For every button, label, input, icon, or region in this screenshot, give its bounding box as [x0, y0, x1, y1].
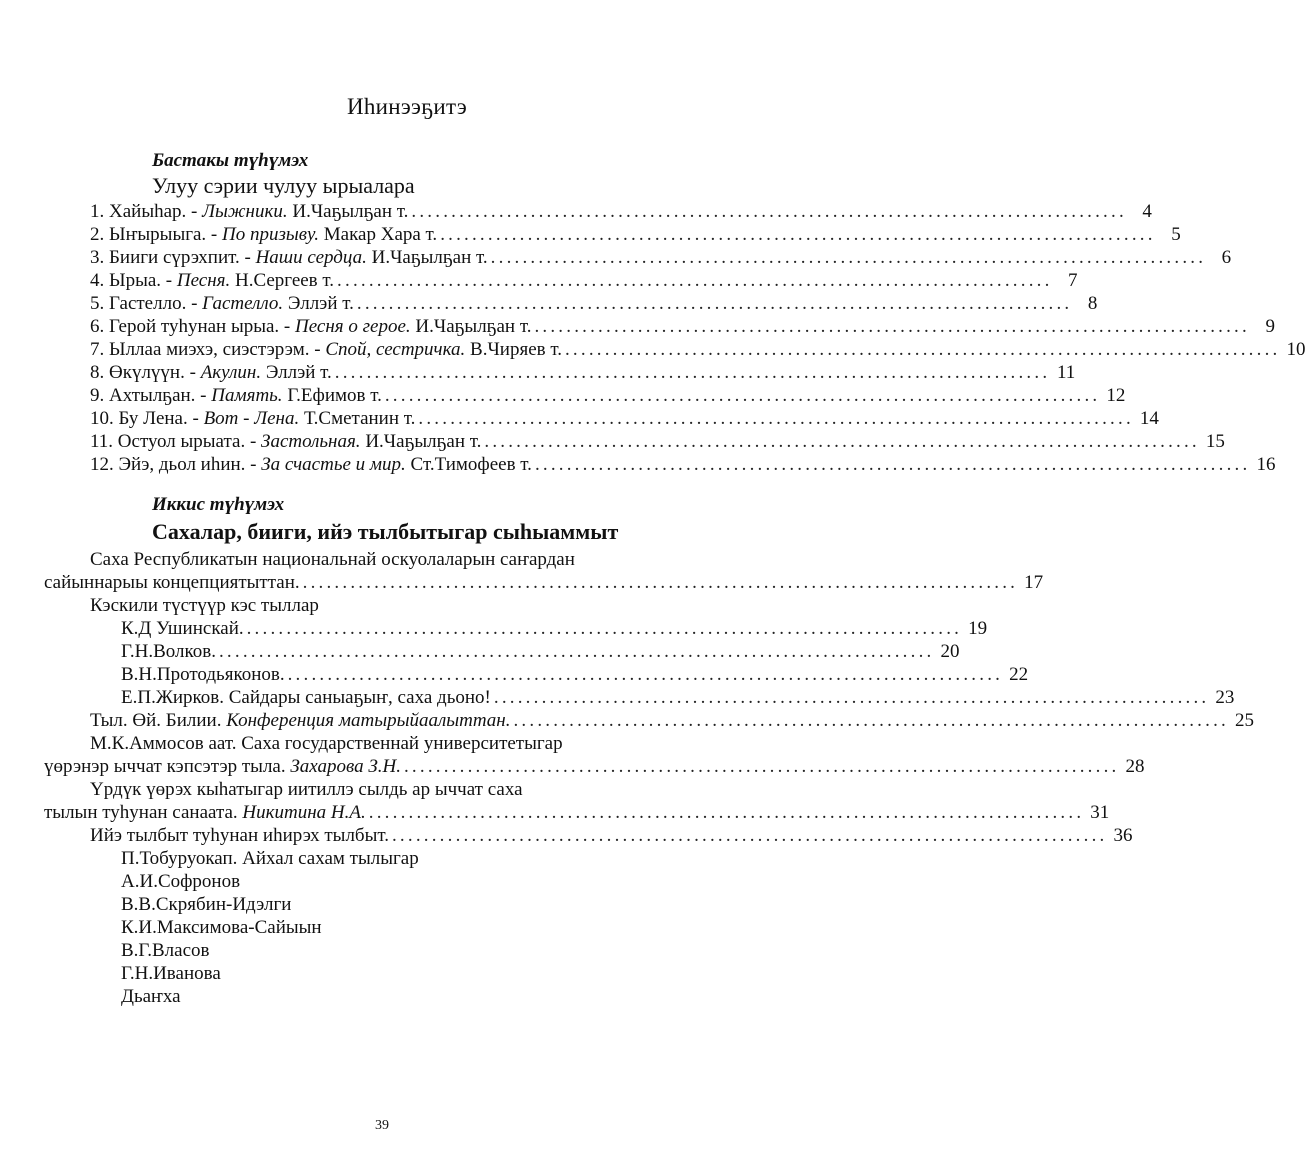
entry-russian-title: Песня о герое.	[295, 316, 411, 337]
entry-author: Эллэй т.	[265, 362, 332, 383]
entry-author: Н.Сергеев т.	[234, 270, 335, 291]
urduk-line1: Үрдүк үөрэх кыһатыгар иитиллэ сылдь ар ыччат саха	[90, 779, 523, 800]
leader-dots: ..........................................................................................	[403, 756, 1120, 777]
leader-dots: ..........................................................................................	[411, 201, 1127, 222]
page-ref: 22	[1009, 664, 1029, 685]
toc-entry-urduk	[44, 801, 1110, 824]
entry-number: 7.	[90, 339, 105, 360]
page-ref: 20	[940, 641, 960, 662]
entry-number: 6.	[90, 316, 105, 337]
leader-dots: ..........................................................................................	[391, 825, 1108, 846]
tyl-italic: Конференция матырыйаалыттан.	[226, 710, 511, 731]
page-ref: 14	[1139, 408, 1159, 429]
toc-entry-tyl	[90, 709, 1254, 732]
page-ref: 16	[1256, 454, 1276, 475]
entry-russian-title: Вот - Лена.	[203, 408, 300, 429]
entry-title: Эйэ, дьол иһин. -	[118, 454, 257, 475]
author-item: В.Г.Власов	[121, 940, 210, 961]
page-ref: 8	[1087, 293, 1098, 314]
entry-author: И.Чаҕылҕан т.	[371, 247, 488, 268]
entry-title: Ыллаа миэхэ, сиэстэрэм. -	[109, 339, 321, 360]
entry-number: 3.	[90, 247, 105, 268]
part2-subtitle: Сахалар, бииги, ийэ тылбытыгар сыһыаммыт	[152, 519, 619, 544]
part1-label: Бастакы түһүмэх	[152, 150, 309, 171]
entry-russian-title: Спой, сестричка.	[325, 339, 466, 360]
entry-russian-title: Акулин.	[200, 362, 262, 383]
entry-author: Макар Хара т.	[323, 224, 438, 245]
leader-dots: ..........................................................................................	[493, 687, 1210, 708]
entry-title: Бу Лена. -	[118, 408, 199, 429]
toc-entry	[121, 617, 988, 640]
entry-title: Е.П.Жирков. Сайдары саныаҕыҥ, саха дьоно!	[121, 687, 491, 708]
toc-entry	[121, 686, 1235, 709]
entry-author: И.Чаҕылҕан т.	[415, 316, 532, 337]
ammosov-line1: М.К.Аммосов аат. Саха государственнай университетыгар	[90, 733, 563, 754]
entry-number: 11.	[90, 431, 114, 452]
leader-dots: ..........................................................................................	[356, 293, 1073, 314]
concept-line2: сайыннарыы концепциятыттан.	[44, 572, 300, 593]
leader-dots: ..........................................................................................	[334, 362, 1051, 383]
toc-entry	[90, 407, 1159, 430]
author-item: Дьаҥха	[121, 986, 181, 1007]
entry-author: И.Чаҕылҕан т.	[365, 431, 482, 452]
leader-dots: ..........................................................................................	[368, 802, 1085, 823]
page-ref: 31	[1090, 802, 1110, 823]
entry-number: 12.	[90, 454, 114, 475]
toc-entry	[90, 246, 1232, 269]
leader-dots: ..........................................................................................	[246, 618, 963, 639]
toc-entry-iye	[90, 824, 1133, 847]
leader-dots: ..........................................................................................	[564, 339, 1281, 360]
page-ref: 19	[968, 618, 988, 639]
page-ref: 17	[1024, 572, 1044, 593]
page-ref: 4	[1142, 201, 1152, 222]
leader-dots: ..........................................................................................	[218, 641, 935, 662]
toc-entry	[90, 361, 1076, 384]
entry-author: И.Чаҕылҕан т.	[292, 201, 409, 222]
entry-title: Хайыһар. -	[109, 201, 198, 222]
entry-russian-title: Лыжники.	[202, 201, 288, 222]
ammosov-italic: Захарова З.Н.	[290, 756, 401, 777]
page-ref: 15	[1205, 431, 1225, 452]
entry-russian-title: Память.	[211, 385, 283, 406]
entry-title: Өкүлүүн. -	[109, 362, 196, 383]
leader-dots: ..........................................................................................	[384, 385, 1101, 406]
leader-dots: ..........................................................................................	[287, 664, 1004, 685]
iye-text: Ийэ тылбыт туһунан иһирэх тылбыт.	[90, 825, 389, 846]
page-ref: 28	[1125, 756, 1145, 777]
toc-entry	[121, 663, 1029, 686]
author-item: К.И.Максимова-Сайыын	[121, 917, 322, 938]
page-ref: 5	[1171, 224, 1181, 245]
page-ref: 10	[1286, 339, 1305, 360]
urduk-line2: тылын туһунан санаата.	[44, 802, 238, 823]
quotes-header: Кэскили түстүүр кэс тыллар	[90, 595, 319, 616]
entry-number: 9.	[90, 385, 105, 406]
part1-subtitle: Улуу сэрии чулуу ырыалара	[152, 173, 415, 198]
leader-dots: ..........................................................................................	[337, 270, 1053, 291]
leader-dots: ..........................................................................................	[440, 224, 1156, 245]
entry-title: В.Н.Протодьяконов.	[121, 664, 285, 685]
entry-russian-title: Гастелло.	[202, 293, 284, 314]
entry-russian-title: Застольная.	[261, 431, 361, 452]
entry-number: 8.	[90, 362, 105, 383]
entry-title: К.Д Ушинскай.	[121, 618, 244, 639]
entry-number: 1.	[90, 201, 105, 222]
toc-entry	[90, 338, 1305, 361]
leader-dots: ..........................................................................................	[302, 572, 1019, 593]
entry-russian-title: Наши сердца.	[255, 247, 367, 268]
toc-entry-concept	[44, 571, 1044, 594]
page-ref: 12	[1106, 385, 1126, 406]
leader-dots: ..........................................................................................	[534, 454, 1251, 475]
entry-number: 2.	[90, 224, 105, 245]
toc-entry	[90, 200, 1152, 223]
entry-author: Г.Ефимов т.	[287, 385, 382, 406]
entry-title: Остуол ырыата. -	[117, 431, 257, 452]
entry-russian-title: За счастье и мир.	[261, 454, 406, 475]
page-ref: 25	[1234, 710, 1254, 731]
entry-author: Эллэй т.	[287, 293, 354, 314]
toc-entry	[90, 384, 1126, 407]
entry-russian-title: Песня.	[176, 270, 231, 291]
entry-russian-title: По призыву.	[222, 224, 320, 245]
author-item: В.В.Скрябин-Идэлги	[121, 894, 292, 915]
toc-entry	[90, 269, 1078, 292]
toc-entry	[90, 292, 1098, 315]
entry-number: 4.	[90, 270, 105, 291]
toc-entry	[90, 315, 1275, 338]
entry-author: Т.Сметанин т.	[303, 408, 416, 429]
page-title: Иһинээҕитэ	[346, 94, 468, 119]
page-ref: 23	[1215, 687, 1235, 708]
entry-number: 10.	[90, 408, 114, 429]
leader-dots: ..........................................................................................	[513, 710, 1229, 731]
ammosov-line2: үөрэнэр ыччат кэпсэтэр тыла.	[44, 756, 286, 777]
entry-author: В.Чиряев т.	[470, 339, 562, 360]
entry-title: Ыҥырыыга. -	[109, 224, 218, 245]
entry-title: Герой туһунан ырыа. -	[109, 316, 291, 337]
page-number: 39	[375, 1118, 389, 1133]
urduk-italic: Никитина Н.А.	[242, 802, 366, 823]
toc-entry	[121, 640, 960, 663]
leader-dots: ..........................................................................................	[484, 431, 1200, 452]
entry-number: 5.	[90, 293, 105, 314]
tyl-text: Тыл. Өй. Билии.	[90, 710, 222, 731]
part2-label: Иккис түһүмэх	[152, 494, 285, 515]
entry-title: Гастелло. -	[109, 293, 198, 314]
toc-entry	[90, 430, 1225, 453]
leader-dots: ..........................................................................................	[418, 408, 1134, 429]
page-ref: 36	[1113, 825, 1133, 846]
page-ref: 11	[1056, 362, 1076, 383]
entry-title: Ахтылҕан. -	[109, 385, 207, 406]
page-ref: 7	[1068, 270, 1078, 291]
page-ref: 6	[1221, 247, 1232, 268]
author-item: А.И.Софронов	[121, 871, 241, 892]
leader-dots: ..........................................................................................	[490, 247, 1207, 268]
toc-entry	[90, 453, 1276, 476]
author-item: Г.Н.Иванова	[121, 963, 221, 984]
entry-title: Ырыа. -	[109, 270, 173, 291]
concept-line1: Саха Республикатын национальнай оскуолаларын саҥардан	[90, 549, 575, 570]
author-item: П.Тобуруокап. Айхал сахам тылыгар	[121, 848, 419, 869]
entry-author: Ст.Тимофеев т.	[410, 454, 532, 475]
toc-entry	[90, 223, 1181, 246]
entry-title: Г.Н.Волков.	[121, 641, 216, 662]
toc-entry-ammosov	[44, 755, 1145, 778]
leader-dots: ..........................................................................................	[534, 316, 1250, 337]
page-ref: 9	[1265, 316, 1275, 337]
entry-title: Бииги сүрэхпит. -	[109, 247, 251, 268]
